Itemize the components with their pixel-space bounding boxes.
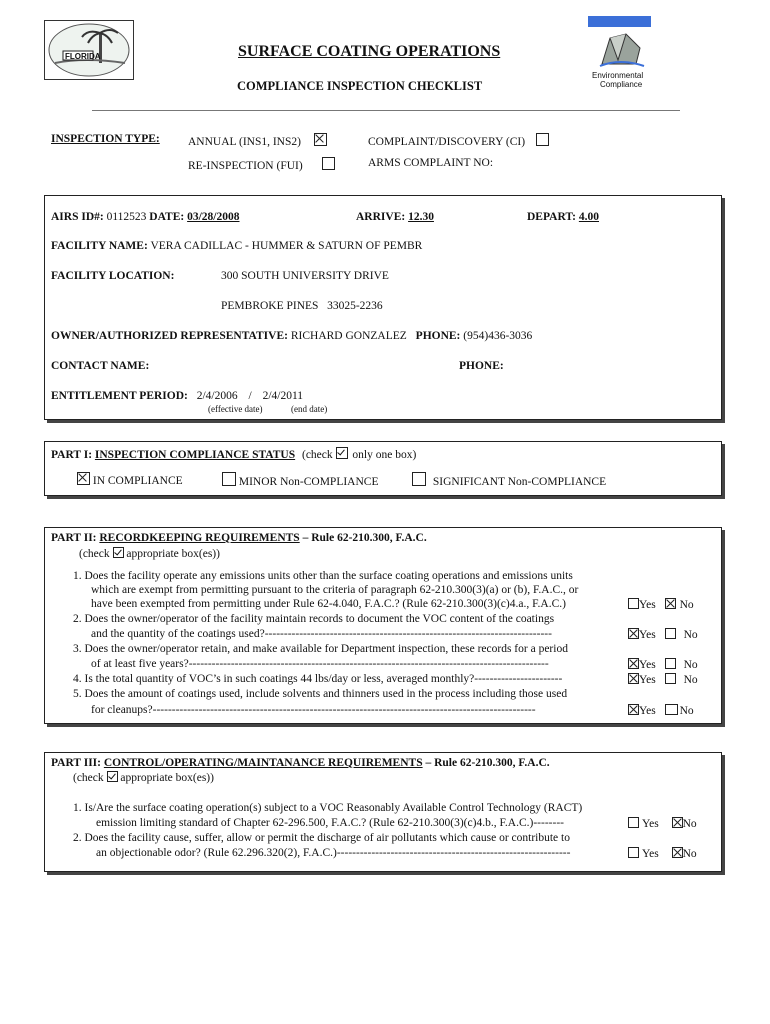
p2-q5-line1: 5. Does the amount of coatings used, include solvents and thinners used in the process including those used [73, 688, 568, 700]
no-label: No [682, 818, 697, 830]
p2-q3-no-checkbox[interactable] [665, 658, 676, 669]
inspection-date: 03/28/2008 [187, 211, 240, 223]
annual-option[interactable] [188, 133, 327, 148]
p2-q3-line1: 3. Does the owner/operator retain, and make available for Department inspection, these records for a period [73, 643, 568, 655]
entitlement-start: 2/4/2006 [196, 390, 238, 402]
p2-q2-no-checkbox[interactable] [665, 628, 676, 639]
p2-q4: 4. Is the total quantity of VOC’s in such coatings 44 lbs/day or less, averaged monthly?----------------------- [73, 673, 563, 685]
yes-label: Yes [639, 705, 656, 717]
environmental-compliance-logo [596, 30, 646, 70]
p2-q2-line2: and the quantity of the coatings used?--------------------------------------------------------------------------- [91, 628, 552, 640]
entitlement-row [51, 390, 303, 402]
part3-check-pre: (check [73, 772, 104, 784]
yes-label: Yes [639, 674, 656, 686]
yes-label: Yes [642, 818, 659, 830]
part2-prefix: PART II: [51, 532, 97, 544]
facility-address-1: 300 SOUTH UNIVERSITY DRIVE [221, 270, 389, 282]
in-compliance-label: IN COMPLIANCE [92, 475, 183, 487]
part2-check-post: appropriate box(es)) [126, 548, 220, 560]
in-compliance-option[interactable] [77, 472, 183, 487]
arrive-time: 12.30 [408, 211, 434, 223]
p2-q4-no-checkbox[interactable] [665, 673, 676, 684]
p2-q5-no-checkbox[interactable] [665, 704, 678, 715]
facility-info-box [44, 195, 722, 420]
part1-check-pre: (check [302, 449, 333, 461]
part3-heading [51, 757, 550, 769]
airs-id: 0112523 [106, 211, 147, 223]
p3-q2-line2: an objectionable odor? (Rule 62.296.320(2), F.A.C.)------------------------------------------------------------- [96, 847, 571, 859]
date-label: DATE: [149, 211, 185, 223]
p2-q1-line1: 1. Does the facility operate any emissions units other than the surface coating operations and emissions units [73, 570, 573, 582]
significant-noncompliance-checkbox[interactable] [412, 472, 426, 486]
complaint-option[interactable] [368, 133, 549, 148]
significant-noncompliance-option[interactable] [412, 472, 606, 488]
airs-row [51, 211, 240, 223]
part3-rule: – Rule 62-210.300, F.A.C. [425, 757, 550, 769]
p2-q2-yes-checkbox[interactable] [628, 628, 639, 639]
airs-label: AIRS ID#: [51, 211, 104, 223]
part2-rule: – Rule 62-210.300, F.A.C. [302, 532, 427, 544]
facility-name-row [51, 240, 422, 252]
logo-text: FLORIDA [65, 52, 101, 61]
p3-q2-yes-checkbox[interactable] [628, 847, 639, 858]
no-label: No [683, 659, 698, 671]
no-label: No [683, 629, 698, 641]
page-subtitle: COMPLIANCE INSPECTION CHECKLIST [237, 79, 483, 93]
yes-label: Yes [639, 629, 656, 641]
p3-q2-no-checkbox[interactable] [672, 847, 683, 858]
p3-q2-line1: 2. Does the facility cause, suffer, allow or permit the discharge of air pollutants which cause or contribute to [73, 832, 570, 844]
p2-q1-answer [628, 598, 694, 611]
logo-caption-2: Compliance [600, 80, 643, 89]
yes-label: Yes [642, 848, 659, 860]
arms-complaint-label: ARMS COMPLAINT NO: [368, 157, 494, 169]
annual-checkbox[interactable] [314, 133, 327, 146]
depart-row [527, 211, 599, 223]
p2-q1-yes-checkbox[interactable] [628, 598, 639, 609]
check-mark-icon [113, 547, 124, 558]
p3-q1-line1: 1. Is/Are the surface coating operation(s) subject to a VOC Reasonably Available Control Technology (RACT) [73, 802, 583, 814]
part3-title: CONTROL/OPERATING/MAINTANANCE REQUIREMENTS [103, 757, 423, 769]
logo-caption-1: Environmental [592, 71, 644, 80]
part2-title: RECORDKEEPING REQUIREMENTS [99, 532, 300, 544]
minor-noncompliance-option[interactable] [222, 472, 378, 488]
arrive-label: ARRIVE: [356, 211, 406, 223]
part3-prefix: PART III: [51, 757, 101, 769]
yes-label: Yes [639, 599, 656, 611]
no-label: No [679, 599, 694, 611]
p2-q3-answer [628, 658, 698, 671]
complaint-checkbox[interactable] [536, 133, 549, 146]
p2-q1-line2: which are exempt from permitting pursuant to the criteria of paragraph 62-210.300(3)(a) or (b), F.A.C., or [91, 584, 579, 596]
facility-name-label: FACILITY NAME: [51, 240, 148, 252]
owner-name: RICHARD GONZALEZ [290, 330, 407, 342]
p3-q1-answer [628, 817, 697, 830]
part3-check-post: appropriate box(es)) [120, 772, 214, 784]
p3-q1-line2: emission limiting standard of Chapter 62-296.500, F.A.C.? (Rule 62-210.300(3)(c)4.b., F.A.C.)-------- [96, 817, 564, 829]
reinspection-label: RE-INSPECTION (FUI) [188, 160, 303, 172]
minor-noncompliance-label: MINOR Non-COMPLIANCE [238, 476, 379, 488]
part1-heading [51, 447, 416, 461]
arrive-row [356, 211, 434, 223]
owner-row [51, 330, 532, 342]
p2-q2-answer [628, 628, 698, 641]
check-mark-icon [336, 447, 348, 459]
page-title: SURFACE COATING OPERATIONS [238, 43, 501, 60]
facility-name: VERA CADILLAC - HUMMER & SATURN OF PEMBR [150, 240, 423, 252]
p3-q1-no-checkbox[interactable] [672, 817, 683, 828]
part1-prefix: PART I: [51, 449, 93, 461]
facility-address-2: PEMBROKE PINES 33025-2236 [221, 300, 383, 312]
accent-bar [588, 16, 651, 27]
part2-check-pre: (check [79, 548, 110, 560]
p2-q3-yes-checkbox[interactable] [628, 658, 639, 669]
depart-time: 4.00 [578, 211, 599, 223]
p2-q5-yes-checkbox[interactable] [628, 704, 639, 715]
header-divider [92, 110, 680, 111]
in-compliance-checkbox[interactable] [77, 472, 90, 485]
inspection-type-label: INSPECTION TYPE: [51, 133, 160, 145]
florida-logo [44, 20, 134, 80]
p2-q1-no-checkbox[interactable] [665, 598, 676, 609]
p3-q1-yes-checkbox[interactable] [628, 817, 639, 828]
complaint-label: COMPLAINT/DISCOVERY (CI) [368, 136, 526, 148]
no-label: No [679, 705, 694, 717]
entitlement-label: ENTITLEMENT PERIOD: [51, 390, 188, 402]
p2-q5-answer [628, 704, 694, 717]
p2-q3-line2: of at least five years?---------------------------------------------------------------------------------------------- [91, 658, 549, 670]
part3-check-note [73, 771, 214, 784]
part2-check-note [79, 547, 220, 560]
reinspection-option[interactable] [188, 157, 335, 172]
owner-phone: (954)436-3036 [463, 330, 533, 342]
significant-noncompliance-label: SIGNIFICANT Non-COMPLIANCE [432, 476, 607, 488]
p2-q4-answer [628, 673, 698, 686]
p2-q5-line2: for cleanups?---------------------------------------------------------------------------------------------------- [91, 704, 536, 716]
minor-noncompliance-checkbox[interactable] [222, 472, 236, 486]
owner-label: OWNER/AUTHORIZED REPRESENTATIVE: [51, 330, 288, 342]
entitlement-end: 2/4/2011 [262, 390, 304, 402]
annual-label: ANNUAL (INS1, INS2) [188, 136, 301, 148]
p2-q4-yes-checkbox[interactable] [628, 673, 639, 684]
part2-heading [51, 532, 427, 544]
depart-label: DEPART: [527, 211, 576, 223]
no-label: No [682, 848, 697, 860]
facility-location-label: FACILITY LOCATION: [51, 270, 175, 282]
p2-q1-line3: have been exempted from permitting under Rule 62-4.040, F.A.C.? (Rule 62-210.300(3)(c)4.a., F.A.C.) [91, 598, 566, 610]
contact-phone-label: PHONE: [459, 360, 504, 372]
contact-name-label: CONTACT NAME: [51, 360, 150, 372]
p3-q2-answer [628, 847, 697, 860]
end-caption: (end date) [291, 404, 328, 414]
entitlement-slash: / [248, 390, 252, 402]
yes-label: Yes [639, 659, 656, 671]
part1-title: INSPECTION COMPLIANCE STATUS [94, 449, 296, 461]
owner-phone-label: PHONE: [415, 330, 461, 342]
check-mark-icon [107, 771, 118, 782]
p2-q2-line1: 2. Does the owner/operator of the facility maintain records to document the VOC content of the coatings [73, 613, 555, 625]
part1-check-post: only one box) [352, 449, 417, 461]
no-label: No [683, 674, 698, 686]
reinspection-checkbox[interactable] [322, 157, 335, 170]
start-caption: (effective date) [208, 404, 263, 414]
